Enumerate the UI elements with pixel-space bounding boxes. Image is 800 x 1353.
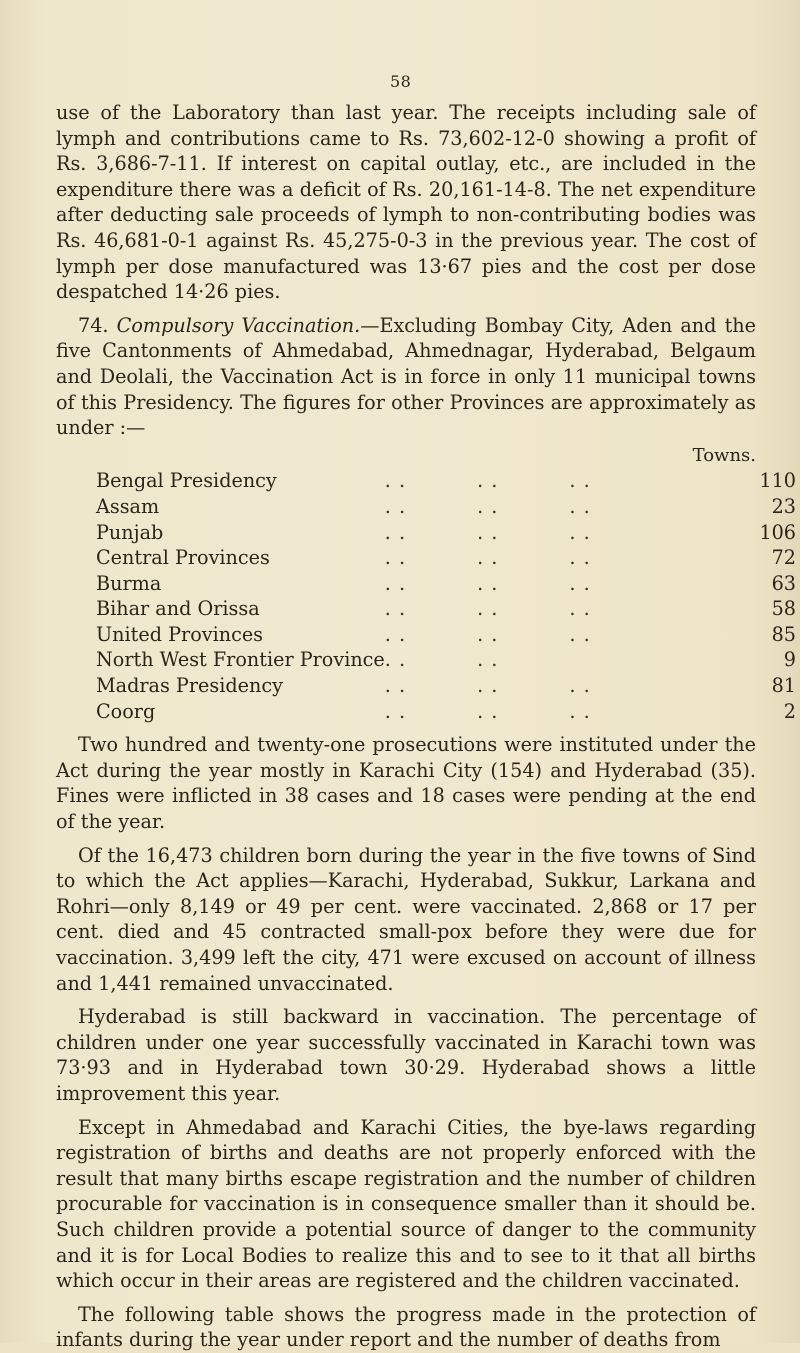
section-heading: Compulsory Vaccination. xyxy=(116,313,361,337)
leader-dots: . . . . . . xyxy=(384,597,591,621)
province-name: Madras Presidency xyxy=(96,674,283,698)
leader-dots: . . . . . . xyxy=(384,674,591,698)
leader-dots: . . . . . . xyxy=(384,494,591,518)
leader-dots: . . . . xyxy=(384,648,499,672)
towns-count: 85 xyxy=(771,622,796,646)
towns-count: 106 xyxy=(759,520,796,544)
towns-count: 9 xyxy=(783,648,796,672)
paragraph-laboratory-receipts: use of the Laboratory than last year. The receipts including sale of lymph and contributions came to Rs. 73,602-12-0 showing a profit of Rs. 3,686-7-11. If interest on capital outlay, etc., are included in the expenditure there was a deficit of Rs. 20,161-14-8. The net expenditure after deducting sale proceeds of lymph to non-contributing bodies was Rs. 46,681-0-1 against Rs. 45,275-0-3 in the previous year. The cost of lymph per dose manufactured was 13·67 pies and the cost per dose despatched 14·26 pies. xyxy=(56,101,756,304)
province-name: Coorg xyxy=(96,699,156,723)
towns-count: 2 xyxy=(783,699,796,723)
towns-count: 72 xyxy=(771,546,796,570)
province-name: Punjab xyxy=(96,520,164,544)
towns-column-header: Towns. xyxy=(692,444,756,466)
province-name: Bengal Presidency xyxy=(96,469,277,493)
table-row xyxy=(96,545,796,571)
paragraph-following-table: The following table shows the progress made in the protection of infants during the year under report and the number of deaths from xyxy=(56,1302,756,1352)
table-row xyxy=(96,647,796,673)
towns-count: 58 xyxy=(771,597,796,621)
table-row xyxy=(96,520,796,546)
province-name: Central Provinces xyxy=(96,546,270,570)
table-row xyxy=(96,596,796,622)
leader-dots: . . . . . . xyxy=(384,469,591,493)
paragraph-sind-children: Of the 16,473 children born during the year in the five towns of Sind to which the Act applies—Karachi, Hyderabad, Sukkur, Larkana and Rohri—only 8,149 or 49 per cent. were vaccinated. 2,868 or 17 per cent. died and 45 contracted small-pox before they were due for vaccination. 3,499 left the city, 471 were excused on account of illness and 1,441 remained unvaccinated. xyxy=(56,843,756,995)
table-row xyxy=(96,571,796,597)
page-number: 58 xyxy=(390,72,412,91)
province-name: Bihar and Orissa xyxy=(96,597,260,621)
towns-table-wrapper xyxy=(96,468,796,724)
table-row xyxy=(96,468,796,494)
leader-dots: . . . . . . xyxy=(384,699,591,723)
table-row xyxy=(96,673,796,699)
leader-dots: . . . . . . xyxy=(384,520,591,544)
paragraph-text: —Excluding Bombay City, Aden and the five Cantonments of Ahmedabad, Ahmednagar, Hyderabad, Belgaum and Deolali, the Vaccination Act is in force in only 11 municipal towns of this Presidency. The figures for other Provinces are approximately as under :— xyxy=(56,313,756,440)
paragraph-bye-laws: Except in Ahmedabad and Karachi Cities, the bye-laws regarding registration of births and deaths are not properly enforced with the result that many births escape registration and the number of children procurable for vaccination is in consequence smaller than it should be. Such children provide a potential source of danger to the community and it is for Local Bodies to realize this and to see to it that all births which occur in their areas are registered and the children vaccinated. xyxy=(56,1115,756,1293)
province-name: Burma xyxy=(96,571,162,595)
leader-dots: . . . . . . xyxy=(384,622,591,646)
leader-dots: . . . . . . xyxy=(384,546,591,570)
towns-count: 110 xyxy=(759,469,796,493)
leader-dots: . . . . . . xyxy=(384,571,591,595)
towns-count: 81 xyxy=(771,674,796,698)
towns-count: 23 xyxy=(771,494,796,518)
paragraph-hyderabad-backward: Hyderabad is still backward in vaccination. The percentage of children under one year successfully vaccinated in Karachi town was 73·93 and in Hyderabad town 30·29. Hyderabad shows a little improvement this year. xyxy=(56,1005,756,1105)
paragraph-compulsory-vaccination xyxy=(56,313,756,441)
table-row xyxy=(96,494,796,520)
table-row xyxy=(96,622,796,648)
paragraph-number: 74. xyxy=(78,313,109,337)
province-name: North West Frontier Province xyxy=(96,648,385,672)
document-body xyxy=(56,100,796,1353)
province-name: United Provinces xyxy=(96,622,264,646)
towns-count: 63 xyxy=(771,571,796,595)
paragraph-prosecutions: Two hundred and twenty-one prosecutions were instituted under the Act during the year mostly in Karachi City (154) and Hyderabad (35). Fines were inflicted in 38 cases and 18 cases were pending at the end of the year. xyxy=(56,733,756,834)
table-row xyxy=(96,699,796,725)
province-name: Assam xyxy=(96,494,160,518)
province-towns-table xyxy=(96,468,796,724)
